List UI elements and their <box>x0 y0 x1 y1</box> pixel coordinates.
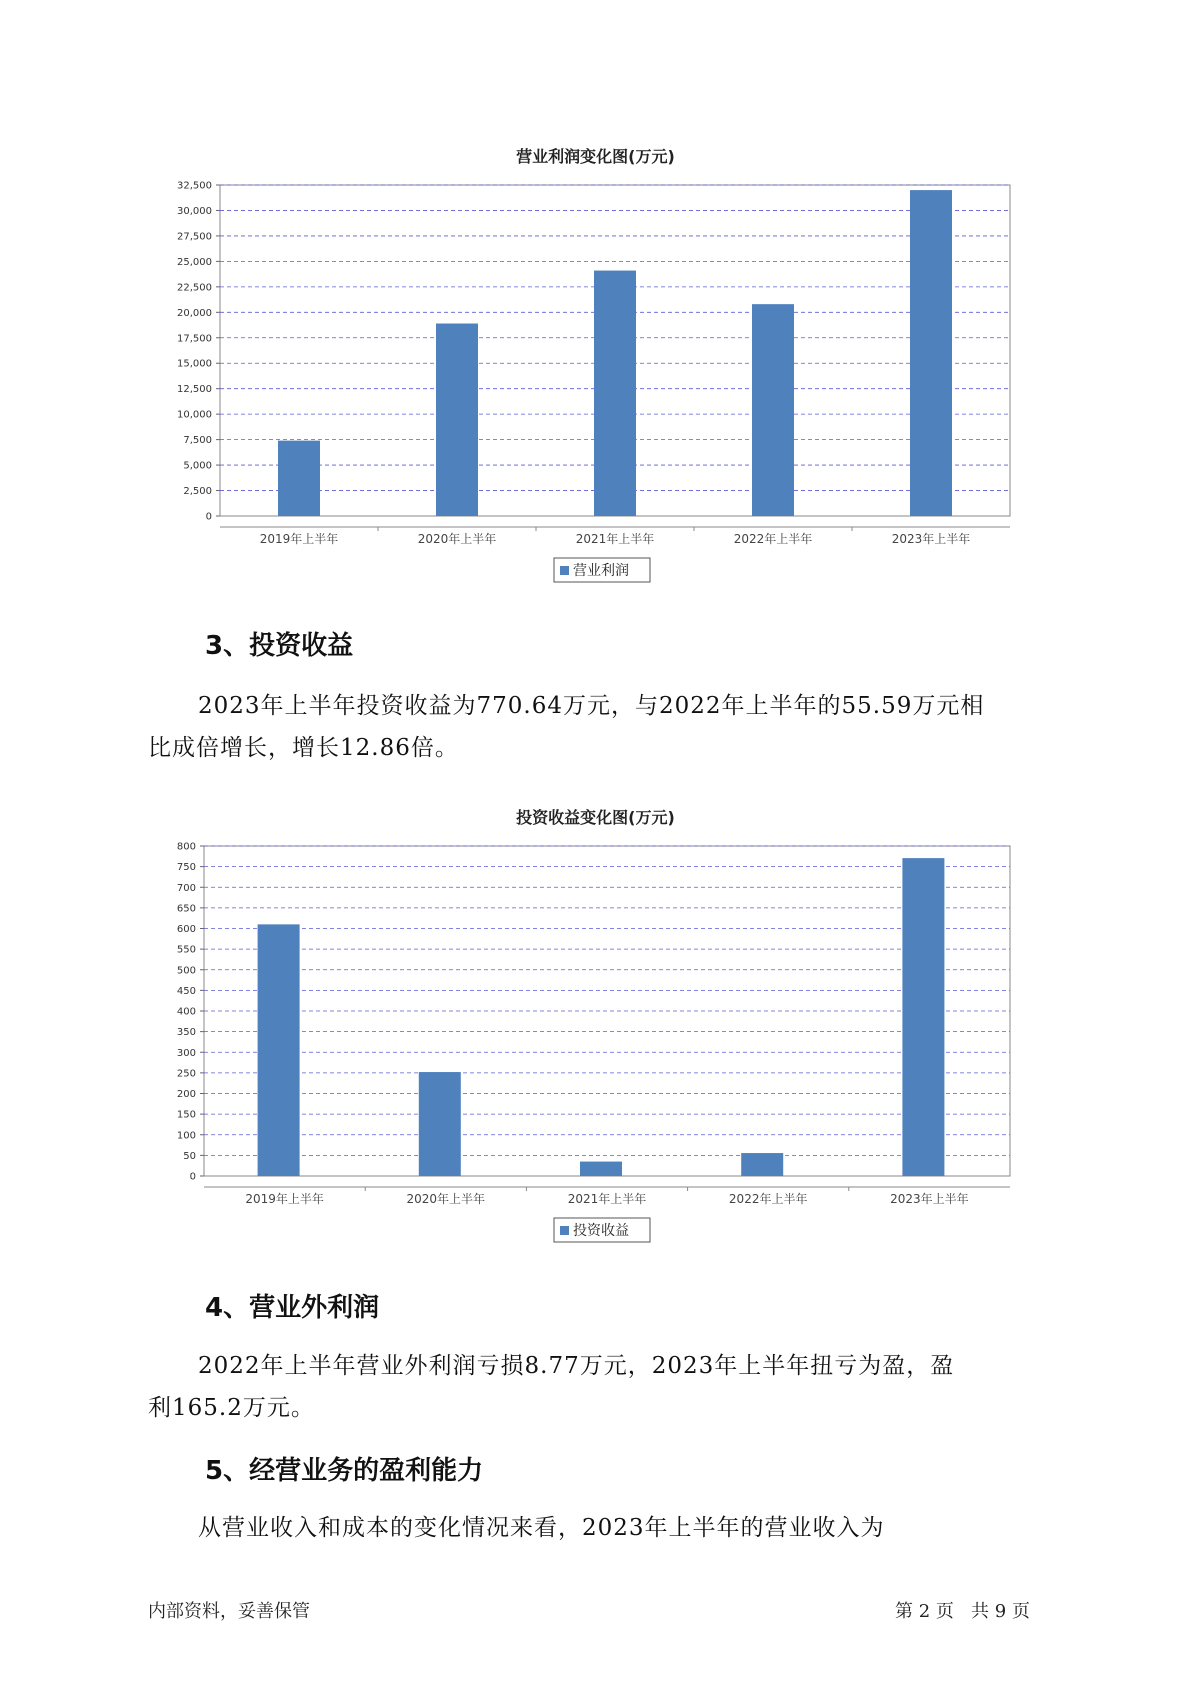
chart2-bar-2019年上半年 <box>258 924 300 1176</box>
chart1-bar-2020年上半年 <box>436 324 478 516</box>
chart2-ytick-label: 500 <box>176 965 196 977</box>
chart2-investment-income <box>0 820 1191 1260</box>
chart1-ytick-label: 10,000 <box>177 409 212 421</box>
chart1-ytick-label: 17,500 <box>177 333 212 345</box>
chart2-ytick-label: 50 <box>183 1150 196 1162</box>
chart1-ytick-label: 0 <box>205 511 212 523</box>
section4-line2: 利165.2万元。 <box>148 1395 315 1421</box>
chart2-ytick-label: 450 <box>176 985 196 997</box>
chart2-ytick-label: 250 <box>176 1068 196 1080</box>
chart1-ytick-label: 2,500 <box>183 486 212 498</box>
section4-paragraph <box>148 1345 1048 1429</box>
chart2-title: 投资收益变化图(万元) <box>516 808 675 827</box>
chart1-category-label: 2021年上半年 <box>575 532 655 546</box>
chart1-category-label: 2023年上半年 <box>891 532 971 546</box>
chart1-bar-2019年上半年 <box>278 441 320 516</box>
chart2-svg <box>0 820 1191 1260</box>
chart2-ytick-label: 800 <box>176 841 196 853</box>
chart2-ytick-label: 600 <box>176 924 196 935</box>
chart2-category-label: 2023年上半年 <box>890 1192 969 1206</box>
chart1-category-label: 2020年上半年 <box>417 532 497 546</box>
chart2-ytick-label: 200 <box>176 1089 196 1100</box>
section3-heading: 3、投资收益 <box>205 631 354 661</box>
section3-line1: 2023年上半年投资收益为770.64万元，与2022年上半年的55.59万元相 <box>198 693 985 719</box>
footer-left: 内部资料，妥善保管 <box>148 1601 310 1622</box>
section3-paragraph <box>148 685 1048 769</box>
chart2-ytick-label: 750 <box>176 862 196 874</box>
chart2-ytick-label: 400 <box>176 1006 196 1018</box>
section4-heading: 4、营业外利润 <box>205 1293 380 1323</box>
chart2-bar-2023年上半年 <box>902 858 944 1176</box>
chart1-operating-profit <box>0 160 1191 600</box>
chart1-ytick-label: 20,000 <box>177 307 212 319</box>
chart1-category-label: 2019年上半年 <box>259 532 339 546</box>
chart1-ytick-label: 15,000 <box>177 358 212 370</box>
chart1-legend-label: 营业利润 <box>573 563 629 579</box>
section5-line1: 从营业收入和成本的变化情况来看，2023年上半年的营业收入为 <box>198 1515 885 1541</box>
chart2-ytick-label: 350 <box>176 1027 196 1039</box>
section5-paragraph <box>148 1507 1048 1549</box>
chart1-ytick-label: 7,500 <box>183 435 212 447</box>
chart2-bar-2021年上半年 <box>580 1162 622 1176</box>
chart2-legend-label: 投资收益 <box>573 1223 629 1239</box>
chart2-category-label: 2022年上半年 <box>728 1192 808 1206</box>
chart2-category-label: 2021年上半年 <box>567 1192 647 1206</box>
section3-line2: 比成倍增长，增长12.86倍。 <box>148 735 459 761</box>
chart1-ytick-label: 12,500 <box>177 384 212 396</box>
chart1-title: 营业利润变化图(万元) <box>516 147 675 166</box>
chart2-ytick-label: 700 <box>176 882 196 894</box>
chart1-bar-2023年上半年 <box>910 190 952 516</box>
section5-heading: 5、经营业务的盈利能力 <box>205 1456 484 1486</box>
chart2-bar-2022年上半年 <box>741 1153 783 1176</box>
chart1-bar-2021年上半年 <box>594 271 636 516</box>
chart1-ytick-label: 22,500 <box>177 282 212 294</box>
chart1-legend-swatch <box>560 566 569 575</box>
footer-page-number: 第 2 页 共 9 页 <box>895 1601 1030 1622</box>
chart2-ytick-label: 650 <box>176 903 196 915</box>
chart2-category-label: 2020年上半年 <box>406 1192 486 1206</box>
chart2-ytick-label: 0 <box>189 1171 196 1183</box>
chart1-ytick-label: 32,500 <box>177 180 212 192</box>
chart1-bar-2022年上半年 <box>752 304 794 516</box>
chart1-category-label: 2022年上半年 <box>733 532 813 546</box>
chart2-ytick-label: 300 <box>176 1047 196 1059</box>
chart2-legend-swatch <box>560 1226 569 1235</box>
chart2-ytick-label: 150 <box>176 1109 196 1121</box>
chart2-ytick-label: 100 <box>176 1130 196 1142</box>
chart1-ytick-label: 25,000 <box>177 256 212 268</box>
chart2-ytick-label: 550 <box>176 944 196 956</box>
chart1-svg <box>0 160 1191 600</box>
chart1-ytick-label: 27,500 <box>177 231 212 243</box>
section4-line1: 2022年上半年营业外利润亏损8.77万元，2023年上半年扭亏为盈，盈 <box>198 1353 955 1379</box>
chart1-ytick-label: 5,000 <box>183 460 212 472</box>
chart1-ytick-label: 30,000 <box>177 205 212 217</box>
chart2-bar-2020年上半年 <box>419 1072 461 1176</box>
chart2-category-label: 2019年上半年 <box>245 1192 324 1206</box>
